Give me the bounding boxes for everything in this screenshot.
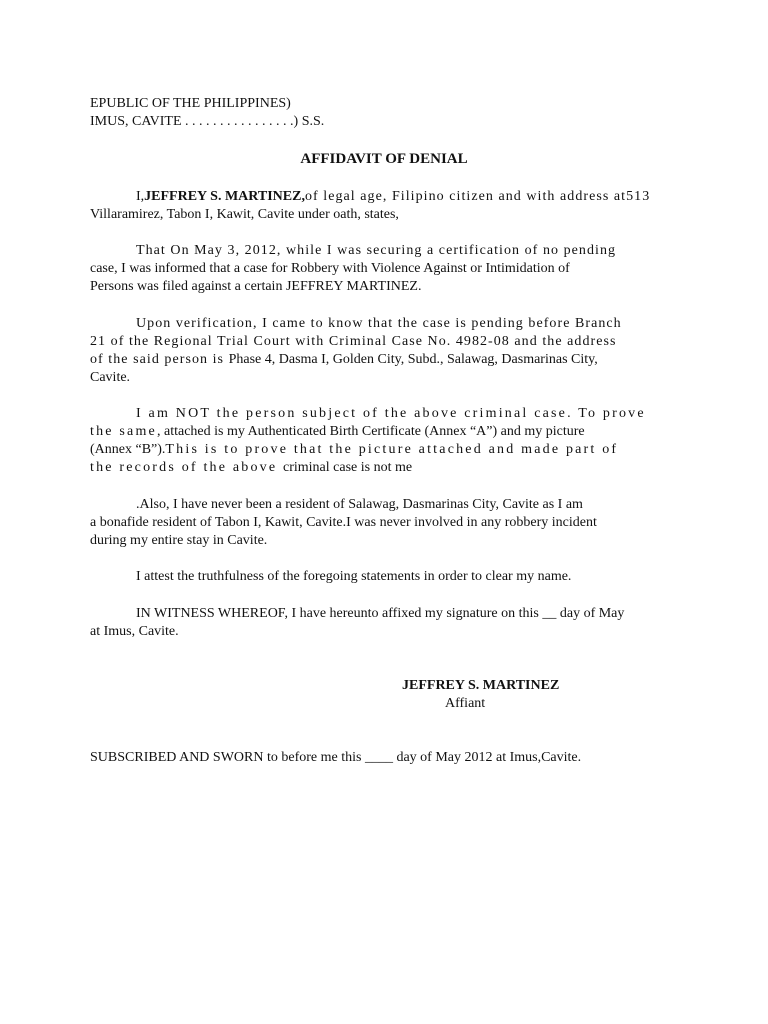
para4-line2-end: , attached is my Authenticated Birth Certificate (Annex “A”) and my picture xyxy=(156,424,585,439)
para7-line1: IN WITNESS WHEREOF, I have hereunto affixed my signature on this __ day of May xyxy=(136,606,625,621)
para4-line2-start: the same xyxy=(90,424,157,439)
para4-line4-end: criminal case is not me xyxy=(283,460,413,475)
para2-line1: That On May 3, 2012, while I was securing a certification of no pending xyxy=(136,243,617,258)
para1-rest: of legal age, Filipino citizen and with address at513 xyxy=(304,189,651,204)
venue-country: EPUBLIC OF THE PHILIPPINES) xyxy=(90,96,291,111)
para5-line2: a bonafide resident of Tabon I, Kawit, Cavite.I was never involved in any robbery incident xyxy=(90,515,597,530)
affiant-name: JEFFREY S. MARTINEZ xyxy=(402,678,560,693)
para5-line3: during my entire stay in Cavite. xyxy=(90,533,268,548)
para4-line1: I am NOT the person subject of the above criminal case. To prove xyxy=(136,406,646,421)
para4-line3 xyxy=(90,441,618,459)
para3-line3-end: Phase 4, Dasma I, Golden City, Subd., Salawag, Dasmarinas City, xyxy=(228,352,598,367)
para2-line2: case, I was informed that a case for Robbery with Violence Against or Intimidation of xyxy=(90,261,570,276)
para4-line4-start: the records of the above xyxy=(90,460,283,475)
document-title: AFFIDAVIT OF DENIAL xyxy=(300,151,468,167)
para1-line1 xyxy=(136,188,650,206)
jurat-line: SUBSCRIBED AND SWORN to before me this ____ day of May 2012 at Imus,Cavite. xyxy=(90,750,582,765)
para3-line3-start: of the said person is xyxy=(90,352,229,367)
para2-line3: Persons was filed against a certain JEFFREY MARTINEZ. xyxy=(90,279,422,294)
para6-line1: I attest the truthfulness of the foregoing statements in order to clear my name. xyxy=(136,569,572,584)
para3-line3 xyxy=(90,351,598,369)
para7-line2: at Imus, Cavite. xyxy=(90,624,179,639)
para4-line4 xyxy=(90,459,412,477)
para1-prefix: I, xyxy=(136,189,145,204)
para5-line1: .Also, I have never been a resident of Salawag, Dasmarinas City, Cavite as I am xyxy=(136,497,583,512)
affiant-label: Affiant xyxy=(445,696,486,711)
venue-city: IMUS, CAVITE . . . . . . . . . . . . . . . .) S.S. xyxy=(90,114,325,129)
para4-line3-start: (Annex “B”). xyxy=(90,442,166,457)
para3-line1: Upon verification, I came to know that the case is pending before Branch xyxy=(136,316,622,331)
para4-line2 xyxy=(90,423,585,441)
affiant-name-inline: JEFFREY S. MARTINEZ, xyxy=(144,189,305,204)
para3-line2: 21 of the Regional Trial Court with Criminal Case No. 4982-08 and the address xyxy=(90,334,617,349)
para1-line2: Villaramirez, Tabon I, Kawit, Cavite under oath, states, xyxy=(90,207,399,222)
para4-line3-end: This is to prove that the picture attached and made part of xyxy=(165,442,619,457)
para3-line4: Cavite. xyxy=(90,370,131,385)
